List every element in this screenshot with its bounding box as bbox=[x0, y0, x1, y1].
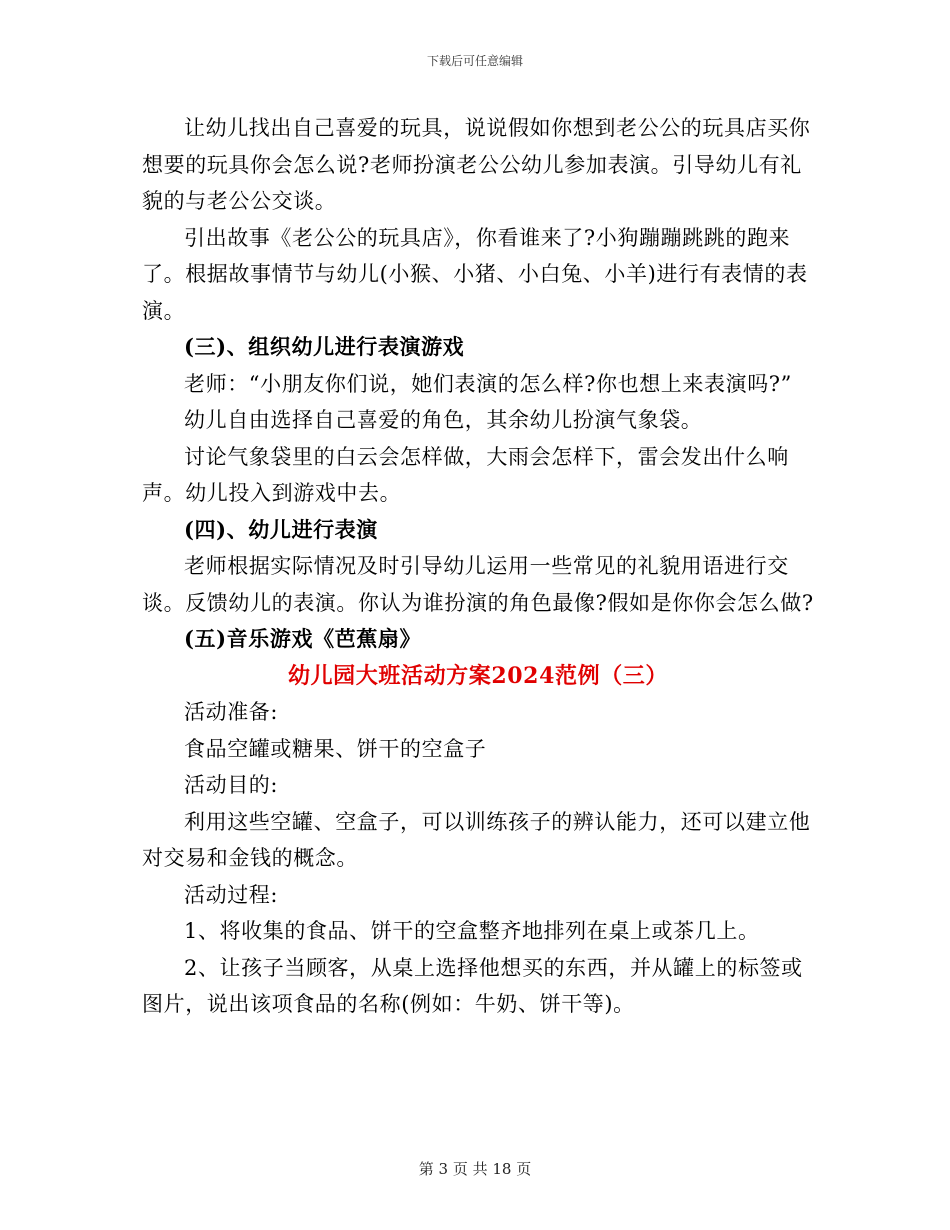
page-header: 下载后可任意编辑 bbox=[426, 54, 523, 68]
paragraph: 活动准备: bbox=[184, 700, 279, 724]
paragraph: 活动过程: bbox=[184, 882, 279, 907]
list-item: 2、让孩子当顾客，从桌上选择他想买的东西，并从罐上的标签或图片，说出该项食品的名称(例如：牛奶、饼干等)。 bbox=[142, 955, 803, 1016]
section-heading: (三)、组织幼儿进行表演游戏 bbox=[184, 334, 465, 359]
paragraph: 讨论气象袋里的白云会怎样做，大雨会怎样下，雷会发出什么响声。幼儿投入到游戏中去。 bbox=[142, 444, 789, 505]
section-heading: (四)、幼儿进行表演 bbox=[184, 516, 378, 542]
paragraph: 老师根据实际情况及时引导幼儿运用一些常见的礼貌用语进行交谈。反馈幼儿的表演。你认为谁扮演的角色最像?假如是你你会怎么做? bbox=[142, 554, 814, 615]
document-title: 幼儿园大班活动方案2024范例（三） bbox=[287, 662, 669, 689]
paragraph: 活动目的: bbox=[184, 773, 279, 797]
paragraph: 幼儿自由选择自己喜爱的角色，其余幼儿扮演气象袋。 bbox=[184, 408, 703, 432]
paragraph: 老师：“小朋友你们说，她们表演的怎么样?你也想上来表演吗?” bbox=[184, 371, 792, 396]
paragraph: 利用这些空罐、空盒子，可以训练孩子的辨认能力，还可以建立他对交易和金钱的概念。 bbox=[142, 809, 811, 870]
page-number: 第 3 页 共 18 页 bbox=[418, 1160, 532, 1178]
paragraph: 食品空罐或糖果、饼干的空盒子 bbox=[184, 736, 487, 761]
section-heading: (五)音乐游戏《芭蕉扇》 bbox=[184, 626, 422, 651]
paragraph: 引出故事《老公公的玩具店》，你看谁来了?小狗蹦蹦跳跳的跑来了。根据故事情节与幼儿(小猴、小猪、小白兔、小羊)进行有表情的表演。 bbox=[142, 225, 808, 323]
paragraph: 让幼儿找出自己喜爱的玩具，说说假如你想到老公公的玩具店买你想要的玩具你会怎么说?老师扮演老公公幼儿参加表演。引导幼儿有礼貌的与老公公交谈。 bbox=[142, 116, 811, 213]
list-item: 1、将收集的食品、饼干的空盒整齐地排列在桌上或茶几上。 bbox=[184, 919, 760, 943]
document-body bbox=[142, 110, 814, 1023]
